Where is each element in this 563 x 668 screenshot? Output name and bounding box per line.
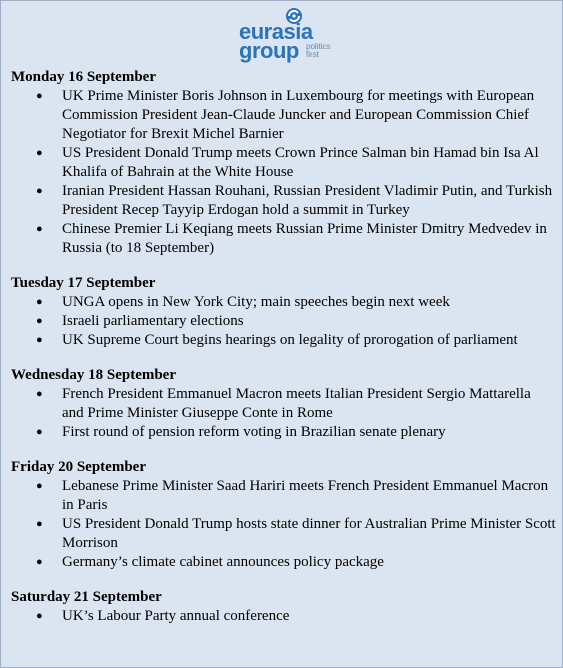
- bullet-icon: ●: [36, 147, 43, 159]
- event-item: [11, 515, 556, 553]
- event-item: [11, 385, 556, 423]
- day-title: Monday 16 September: [11, 69, 156, 85]
- event-item: [11, 144, 556, 182]
- day-section: [11, 366, 556, 442]
- event-text: UK Supreme Court begins hearings on legality of prorogation of parliament: [62, 332, 518, 348]
- event-text: Chinese Premier Li Keqiang meets Russian Prime Minister Dmitry Medvedev in Russia (to 18 September): [62, 221, 547, 256]
- event-text: First round of pension reform voting in Brazilian senate plenary: [62, 424, 446, 440]
- logo-word-group: group: [239, 38, 299, 63]
- event-item: [11, 87, 556, 144]
- event-item: [11, 331, 556, 350]
- event-text: UNGA opens in New York City; main speeches begin next week: [62, 294, 450, 310]
- event-text: French President Emmanuel Macron meets Italian President Sergio Mattarella and Prime Minister Giuseppe Conte in Rome: [62, 386, 531, 421]
- day-section: [11, 458, 556, 572]
- logo-word-eurasia: eurasia: [239, 19, 313, 44]
- day-title: Wednesday 18 September: [11, 367, 176, 383]
- event-item: [11, 607, 556, 626]
- bullet-icon: ●: [36, 90, 43, 102]
- logo-tagline: [306, 43, 330, 59]
- bullet-icon: ●: [36, 480, 43, 492]
- day-title: Saturday 21 September: [11, 589, 162, 605]
- event-text: US President Donald Trump hosts state dinner for Australian Prime Minister Scott Morrison: [62, 516, 556, 551]
- event-list: [11, 385, 556, 442]
- bullet-icon: ●: [36, 223, 43, 235]
- bullet-icon: ●: [36, 610, 43, 622]
- event-item: [11, 293, 556, 312]
- event-item: [11, 312, 556, 331]
- day-title: Friday 20 September: [11, 459, 146, 475]
- bullet-icon: ●: [36, 518, 43, 530]
- event-text: Iranian President Hassan Rouhani, Russian President Vladimir Putin, and Turkish President Recep Tayyip Erdogan hold a summit in Turkey: [62, 183, 553, 218]
- event-list: [11, 607, 556, 626]
- bullet-icon: ●: [36, 334, 43, 346]
- event-item: [11, 423, 556, 442]
- event-item: [11, 182, 556, 220]
- event-text: US President Donald Trump meets Crown Prince Salman bin Hamad bin Isa Al Khalifa of Bahrain at the White House: [62, 145, 539, 180]
- eurasia-group-logo: [239, 7, 335, 65]
- day-title: Tuesday 17 September: [11, 275, 156, 291]
- event-text: UK Prime Minister Boris Johnson in Luxembourg for meetings with European Commission President Jean-Claude Juncker and European Commission Chief Negotiator for Brexit Michel Barnier: [62, 88, 535, 142]
- event-text: UK’s Labour Party annual conference: [62, 608, 290, 624]
- event-list: [11, 477, 556, 572]
- event-list: [11, 87, 556, 258]
- day-section: [11, 68, 556, 258]
- day-section: [11, 274, 556, 350]
- bullet-icon: ●: [36, 185, 43, 197]
- event-text: Lebanese Prime Minister Saad Hariri meets French President Emmanuel Macron in Paris: [62, 478, 549, 513]
- event-list: [11, 293, 556, 350]
- event-text: Israeli parliamentary elections: [62, 313, 244, 329]
- logo-tag-first: first: [306, 50, 319, 59]
- bullet-icon: ●: [36, 556, 43, 568]
- event-item: [11, 477, 556, 515]
- day-section: [11, 588, 556, 626]
- event-text: Germany’s climate cabinet announces policy package: [62, 554, 384, 570]
- schedule-content: [11, 68, 556, 642]
- bullet-icon: ●: [36, 315, 43, 327]
- event-item: [11, 553, 556, 572]
- event-item: [11, 220, 556, 258]
- logo-tag-politics: politics: [306, 42, 331, 51]
- bullet-icon: ●: [36, 296, 43, 308]
- bullet-icon: ●: [36, 388, 43, 400]
- bullet-icon: ●: [36, 426, 43, 438]
